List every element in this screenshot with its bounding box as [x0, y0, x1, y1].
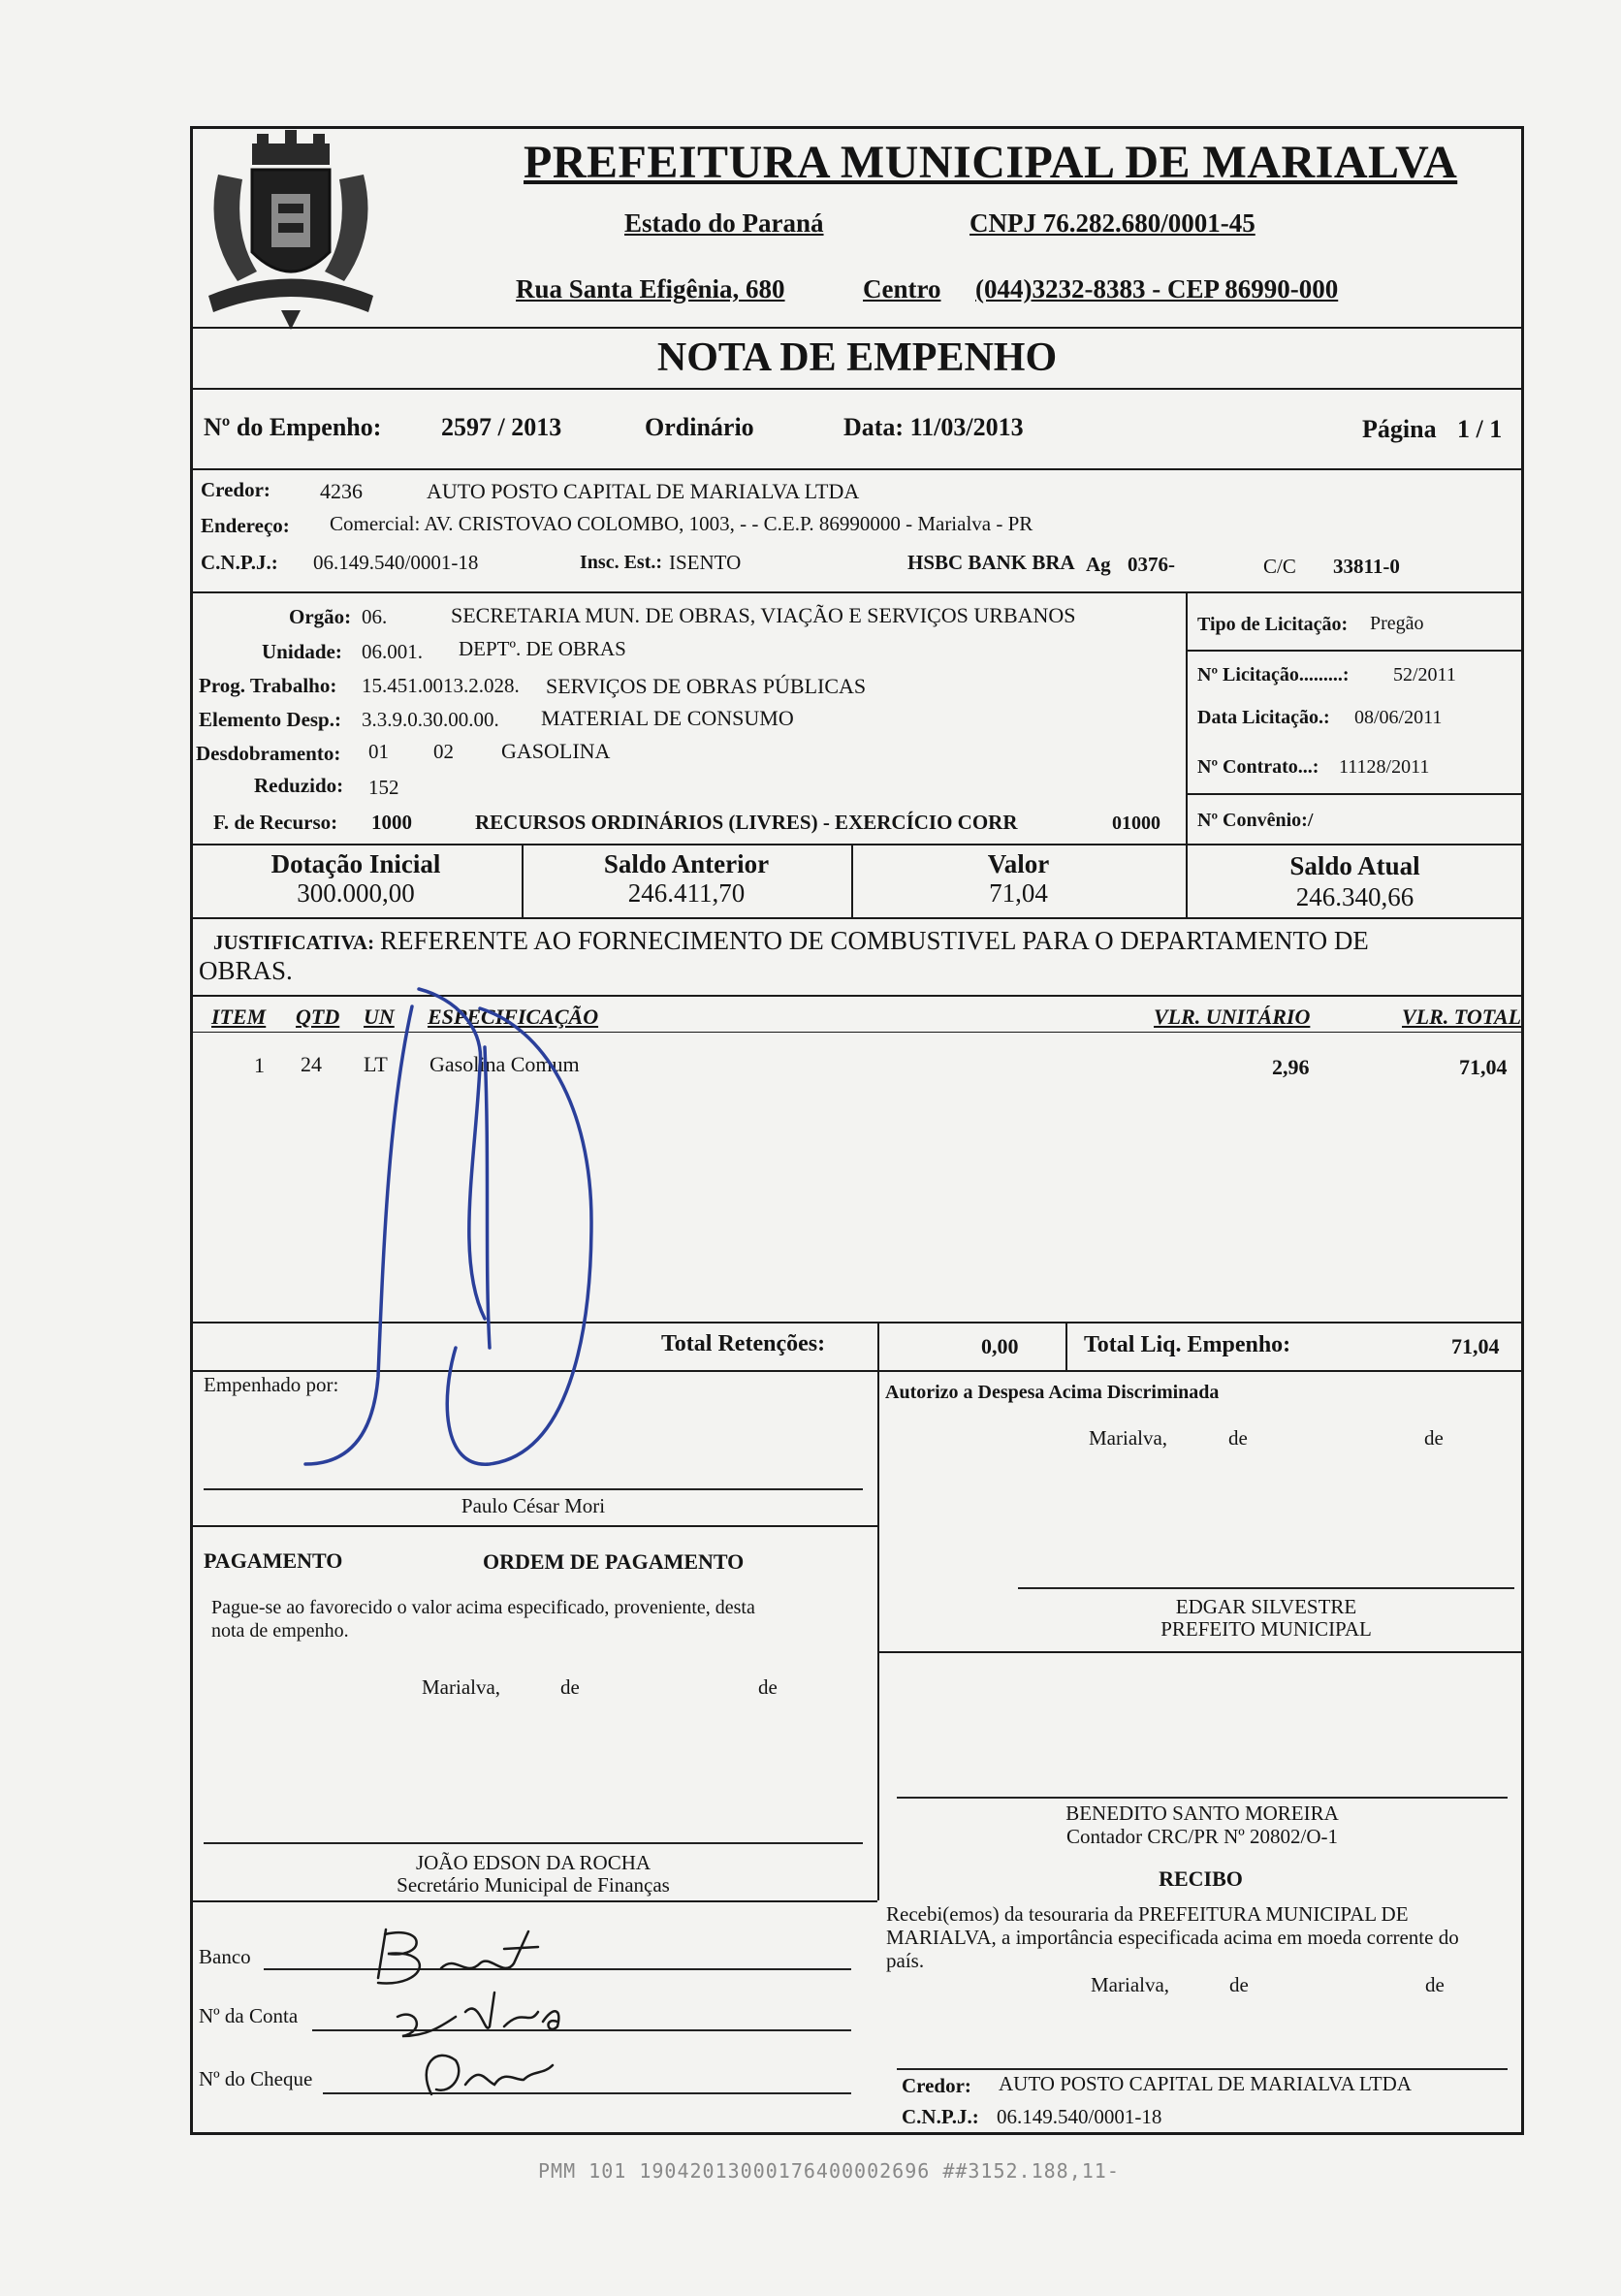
- agency-number: 0376-: [1128, 553, 1175, 576]
- empenho-label: Nº do Empenho:: [204, 413, 382, 441]
- saldo-atual-label: Saldo Atual: [1289, 851, 1420, 880]
- banco-label: Banco: [199, 1945, 251, 1968]
- account-number: 33811-0: [1333, 555, 1400, 578]
- recibo-place: Marialva,: [1091, 1973, 1170, 1996]
- total-liquido-label: Total Liq. Empenho:: [1084, 1332, 1291, 1357]
- licitacao-number-label: Nº Licitação.........:: [1197, 664, 1350, 686]
- saldo-atual-value: 246.340,66: [1295, 882, 1414, 911]
- total-liquido-value: 71,04: [1451, 1334, 1500, 1358]
- item-un: LT: [364, 1052, 388, 1076]
- page-number: 1 / 1: [1457, 415, 1503, 443]
- prefeito-name: EDGAR SILVESTRE: [1175, 1595, 1357, 1618]
- credor-name: AUTO POSTO CAPITAL DE MARIALVA LTDA: [427, 479, 860, 503]
- total-retencoes-label: Total Retenções:: [661, 1331, 826, 1356]
- total-retencoes-value: 0,00: [981, 1334, 1019, 1358]
- elemento-name: MATERIAL DE CONSUMO: [541, 706, 794, 730]
- recurso-label: F. de Recurso:: [213, 811, 338, 834]
- valor-label: Valor: [987, 849, 1050, 878]
- pagamento-place: Marialva,: [422, 1675, 501, 1699]
- pagamento-text1: Pague-se ao favorecido o valor acima especificado, proveniente, desta: [211, 1597, 755, 1618]
- prog-name: SERVIÇOS DE OBRAS PÚBLICAS: [546, 674, 867, 698]
- contrato-number: 11128/2011: [1339, 756, 1430, 778]
- tipo-licitacao: Pregão: [1370, 613, 1424, 634]
- convenio-label: Nº Convênio:/: [1197, 810, 1314, 831]
- insc-label: Insc. Est.:: [580, 552, 663, 573]
- col-item: ITEM: [211, 1004, 267, 1029]
- col-especificacao: ESPECIFICAÇÃO: [428, 1004, 599, 1029]
- contrato-label: Nº Contrato...:: [1197, 756, 1319, 778]
- secretario-role: Secretário Municipal de Finanças: [397, 1873, 670, 1897]
- justificativa-line1: REFERENTE AO FORNECIMENTO DE COMBUSTIVEL PARA O DEPARTAMENTO DE: [380, 926, 1369, 955]
- saldo-anterior-label: Saldo Anterior: [603, 849, 770, 878]
- recibo-de2: de: [1425, 1973, 1445, 1996]
- item-qtd: 24: [301, 1052, 322, 1076]
- licitacao-number: 52/2011: [1393, 664, 1456, 686]
- reduzido-label: Reduzido:: [254, 774, 344, 797]
- autorizo-de1: de: [1228, 1426, 1248, 1450]
- item-especificacao: Gasolina Comum: [429, 1052, 580, 1076]
- ordem-pagamento-label: ORDEM DE PAGAMENTO: [483, 1549, 745, 1574]
- col-qtd: QTD: [296, 1004, 340, 1029]
- orgao-label: Orgão:: [289, 605, 352, 628]
- recibo-credor-label: Credor:: [902, 2074, 971, 2097]
- account-label: C/C: [1263, 555, 1296, 578]
- credor-cnpj-label: C.N.P.J.:: [201, 551, 278, 574]
- recurso-name: RECURSOS ORDINÁRIOS (LIVRES) - EXERCÍCIO CORR: [475, 811, 1018, 834]
- saldo-anterior-value: 246.411,70: [627, 878, 746, 908]
- municipality-neighborhood: Centro: [863, 274, 941, 303]
- secretario-name: JOÃO EDSON DA ROCHA: [415, 1851, 652, 1874]
- desdobramento-name: GASOLINA: [501, 739, 611, 763]
- autorizo-label: Autorizo a Despesa Acima Discriminada: [885, 1382, 1220, 1403]
- cheque-label: Nº do Cheque: [199, 2067, 313, 2090]
- prog-label: Prog. Trabalho:: [199, 674, 337, 697]
- recibo-credor-name: AUTO POSTO CAPITAL DE MARIALVA LTDA: [999, 2072, 1412, 2095]
- municipality-cnpj: CNPJ 76.282.680/0001-45: [969, 208, 1255, 238]
- col-vlr-unitario: VLR. UNITÁRIO: [1154, 1004, 1311, 1029]
- recibo-text3: país.: [886, 1949, 925, 1972]
- empenhado-name: Paulo César Mori: [461, 1494, 606, 1517]
- credor-code: 4236: [320, 479, 363, 503]
- justificativa-line2: OBRAS.: [199, 956, 293, 985]
- orgao-name: SECRETARIA MUN. DE OBRAS, VIAÇÃO E SERVIÇOS URBANOS: [451, 603, 1076, 627]
- empenho-date: Data: 11/03/2013: [843, 413, 1024, 441]
- municipality-phone-cep: (044)3232-8383 - CEP 86990-000: [975, 274, 1339, 303]
- empenho-number: 2597 / 2013: [441, 413, 562, 441]
- contador-name: BENEDITO SANTO MOREIRA: [1065, 1802, 1339, 1825]
- municipality-title: PREFEITURA MUNICIPAL DE MARIALVA: [524, 137, 1458, 188]
- item-total: 71,04: [1459, 1055, 1508, 1079]
- reduzido-value: 152: [368, 776, 399, 799]
- credor-address: Comercial: AV. CRISTOVAO COLOMBO, 1003, - - C.E.P. 86990000 - Marialva - PR: [330, 512, 1033, 535]
- recibo-cnpj-label: C.N.P.J.:: [902, 2105, 979, 2128]
- autorizo-de2: de: [1424, 1426, 1444, 1450]
- justificativa-label: JUSTIFICATIVA:: [213, 931, 375, 954]
- prog-code: 15.451.0013.2.028.: [362, 674, 520, 697]
- recibo-cnpj: 06.149.540/0001-18: [997, 2105, 1162, 2128]
- desdobramento-a: 01: [368, 740, 389, 763]
- elemento-label: Elemento Desp.:: [199, 708, 341, 731]
- elemento-code: 3.3.9.0.30.00.00.: [362, 708, 499, 731]
- recibo-text1: Recebi(emos) da tesouraria da PREFEITURA MUNICIPAL DE: [886, 1902, 1409, 1926]
- dotacao-inicial-label: Dotação Inicial: [270, 849, 441, 878]
- pagamento-label: PAGAMENTO: [204, 1548, 343, 1573]
- item-unit-price: 2,96: [1272, 1055, 1310, 1079]
- licitacao-date: 08/06/2011: [1354, 707, 1443, 728]
- pagamento-text2: nota de empenho.: [211, 1620, 349, 1642]
- desdobramento-b: 02: [433, 740, 454, 763]
- empenhado-label: Empenhado por:: [204, 1373, 339, 1396]
- empenho-type: Ordinário: [645, 413, 754, 441]
- unidade-name: DEPTº. DE OBRAS: [459, 637, 626, 660]
- page-label: Página: [1362, 415, 1437, 443]
- agency-label: Ag: [1086, 553, 1111, 576]
- unidade-label: Unidade:: [262, 640, 342, 663]
- document-title: NOTA DE EMPENHO: [656, 335, 1058, 380]
- contador-role: Contador CRC/PR Nº 20802/O-1: [1065, 1825, 1339, 1848]
- tipo-licitacao-label: Tipo de Licitação:: [1197, 614, 1349, 635]
- col-vlr-total: VLR. TOTAL: [1402, 1004, 1522, 1029]
- recibo-de1: de: [1229, 1973, 1249, 1996]
- barcode-text: PMM 101 19042013000176400002696 ##3152.188,11-: [538, 2159, 1120, 2183]
- state-label: Estado do Paraná: [624, 208, 824, 238]
- recibo-text2: MARIALVA, a importância especificada acima em moeda corrente do: [886, 1926, 1459, 1949]
- valor-value: 71,04: [989, 878, 1048, 908]
- recurso-code: 1000: [371, 811, 412, 834]
- pagamento-de2: de: [758, 1675, 778, 1699]
- autorizo-place: Marialva,: [1089, 1426, 1168, 1450]
- municipality-address: Rua Santa Efigênia, 680: [516, 274, 785, 303]
- credor-label: Credor:: [201, 478, 270, 501]
- item-number: 1: [254, 1053, 265, 1077]
- credor-cnpj: 06.149.540/0001-18: [313, 551, 479, 574]
- endereco-label: Endereço:: [201, 514, 290, 537]
- conta-label: Nº da Conta: [199, 2004, 299, 2027]
- recibo-title: RECIBO: [1159, 1866, 1243, 1891]
- recurso-number: 01000: [1112, 813, 1160, 834]
- prefeito-role: PREFEITO MUNICIPAL: [1160, 1617, 1372, 1641]
- bank-name: HSBC BANK BRA: [907, 551, 1075, 574]
- orgao-code: 06.: [362, 605, 388, 628]
- dotacao-inicial-value: 300.000,00: [297, 878, 415, 908]
- insc-value: ISENTO: [669, 551, 742, 574]
- unidade-code: 06.001.: [362, 640, 423, 663]
- pagamento-de1: de: [560, 1675, 580, 1699]
- col-un: UN: [364, 1004, 395, 1029]
- desdobramento-label: Desdobramento:: [196, 742, 341, 765]
- licitacao-date-label: Data Licitação.:: [1197, 707, 1330, 728]
